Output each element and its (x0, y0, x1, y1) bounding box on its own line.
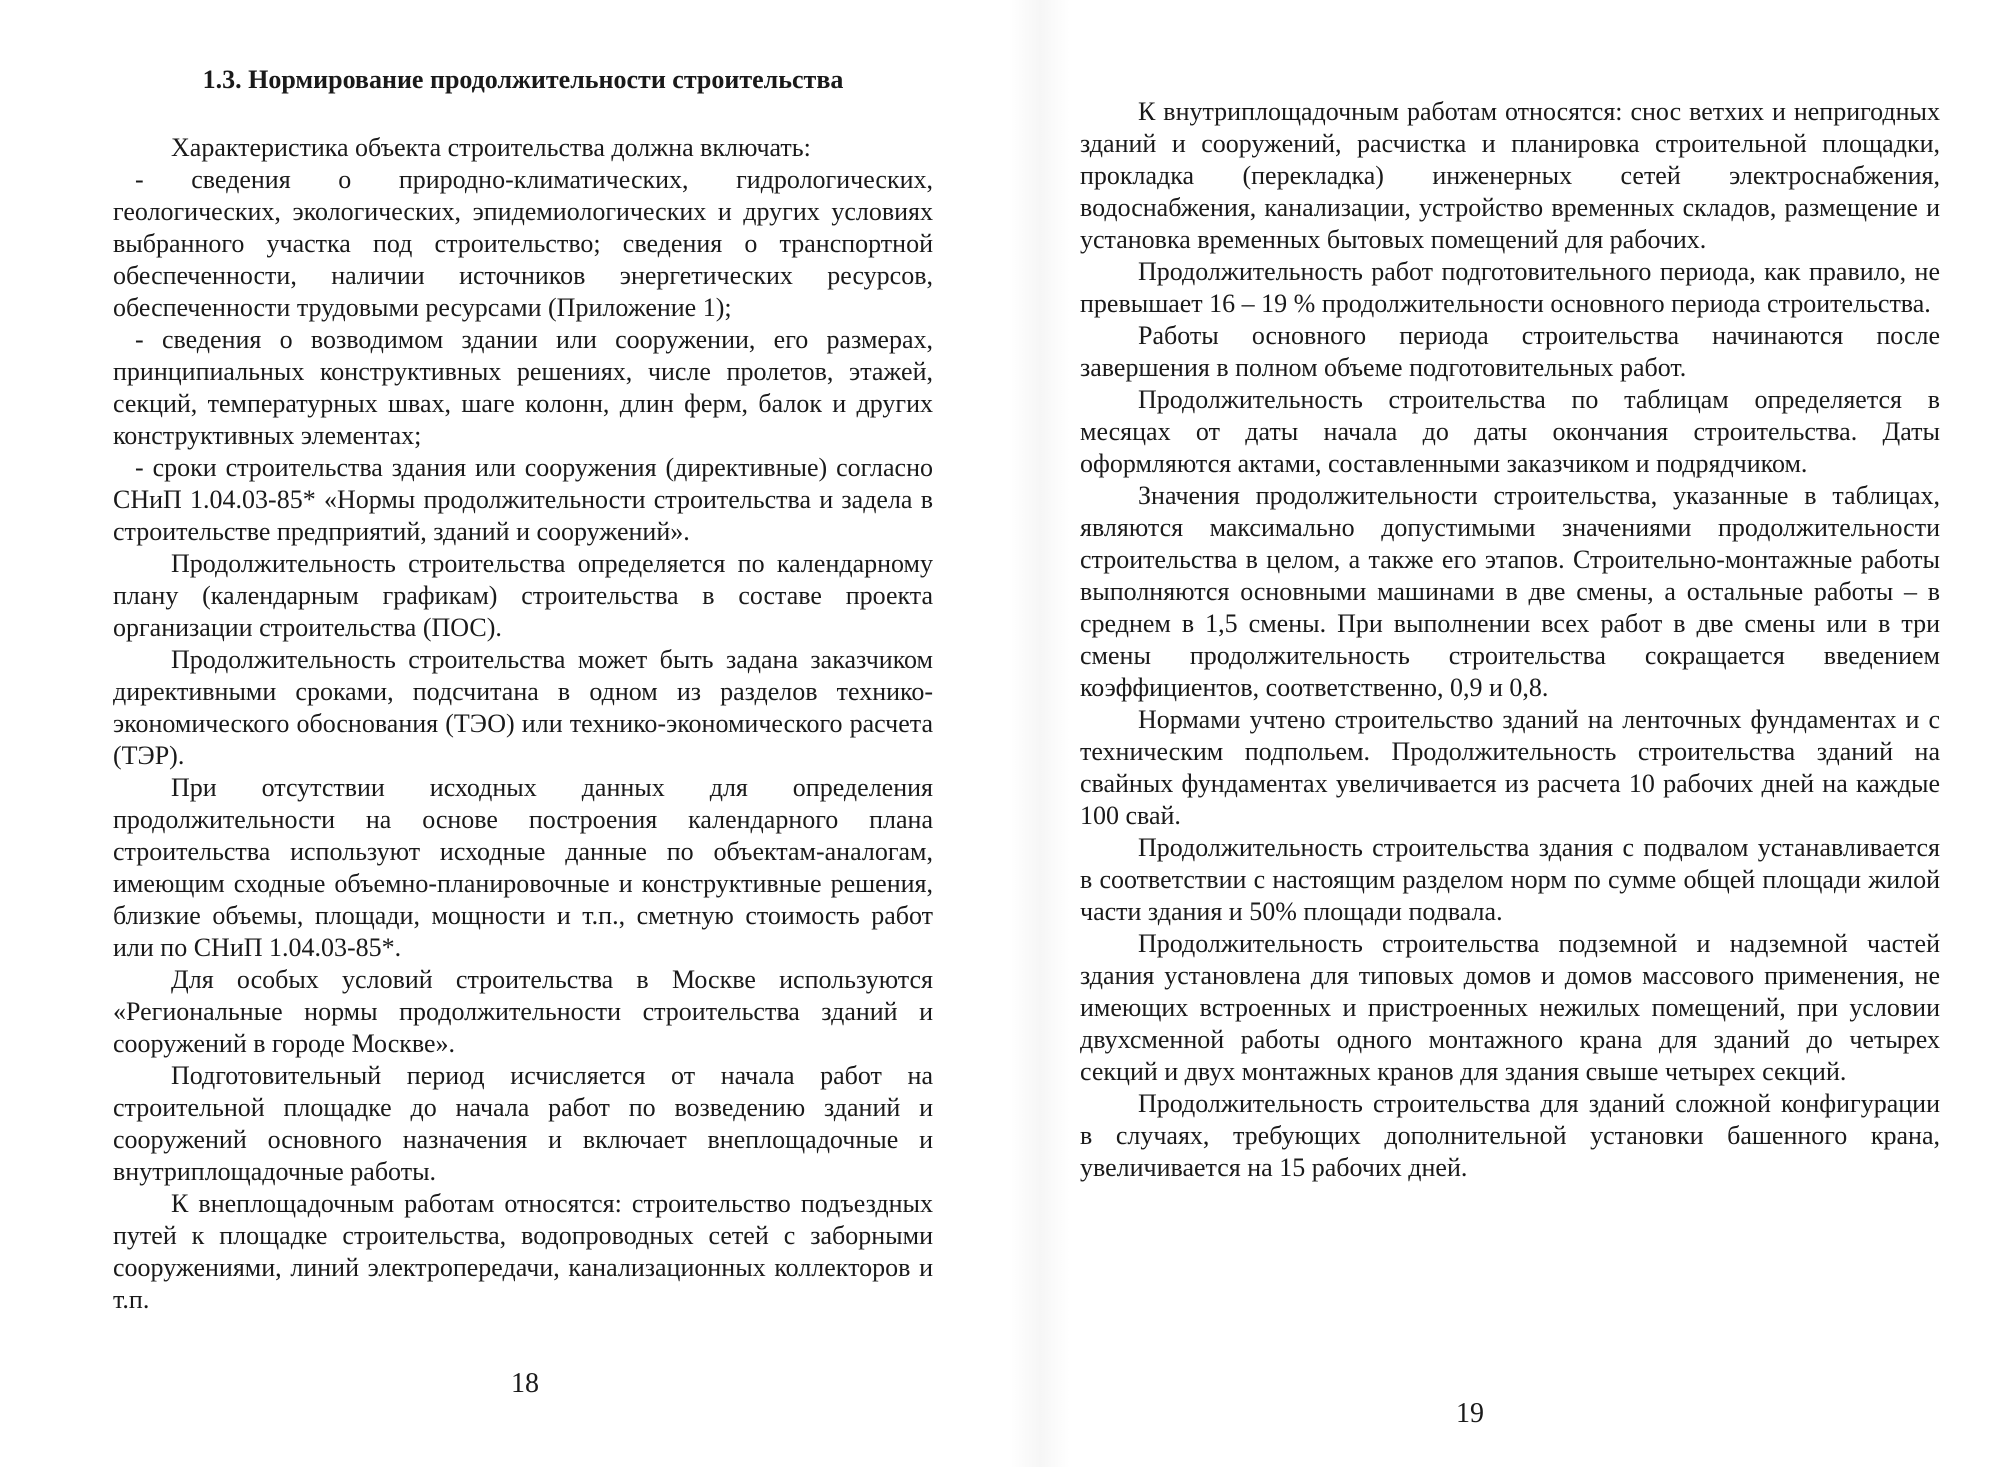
paragraph: Продолжительность строительства определяется по календарному плану (календарным графикам) строительства в составе проекта организации строительства (ПОС). (113, 549, 933, 642)
paragraph: К внеплощадочным работам относятся: строительство подъездных путей к площадке строительства, водопроводных сетей с заборными сооружениями, линий электропередачи, канализационных коллекторов и т.п. (113, 1189, 933, 1314)
list-item: - сроки строительства здания или сооружения (директивные) согласно СНиП 1.04.03-85* «Нормы продолжительности строительства и задела в строительстве предприятий, зданий и сооружений». (113, 453, 933, 546)
right-page-text (1080, 96, 1940, 1184)
left-page-text (113, 64, 933, 1316)
paragraph: Продолжительность строительства для зданий сложной конфигурации в случаях, требующих дополнительной установки башенного крана, увеличивается на 15 рабочих дней. (1080, 1089, 1940, 1182)
paragraph: Нормами учтено строительство зданий на ленточных фундаментах и с техническим подпольем. Продолжительность строительства зданий на свайных фундаментах увеличивается из расчета 10 рабочих дней на каждые 100 свай. (1080, 705, 1940, 830)
page-number: 18 (511, 1368, 539, 1399)
paragraph: Характеристика объекта строительства должна включать: (171, 133, 811, 162)
paragraph: Продолжительность строительства подземной и надземной частей здания установлена для типовых домов и домов массового применения, не имеющих встроенных и пристроенных нежилых помещений, при условии двухсменной работы одного монтажного крана для зданий до четырех секций и двух монтажных кранов для здания свыше четырех секций. (1080, 929, 1940, 1086)
paragraph: Значения продолжительности строительства, указанные в таблицах, являются максимально допустимыми значениями продолжительности строительства в целом, а также его этапов. Строительно-монтажные работы выполняются основными машинами в две смены, а остальные работы – в среднем в 1,5 смены. При выполнении всех работ в две смены или в три смены продолжительность строительства сокращается введением коэффициентов, соответственно, 0,9 и 0,8. (1080, 481, 1940, 702)
section-heading: 1.3. Нормирование продолжительности строительства (202, 65, 844, 94)
paragraph: Продолжительность строительства может быть задана заказчиком директивными сроками, подсчитана в одном из разделов технико-экономического обоснования (ТЭО) или технико-экономического расчета (ТЭР). (113, 645, 933, 770)
paragraph: Для особых условий строительства в Москве используются «Региональные нормы продолжительности строительства зданий и сооружений в городе Москве». (113, 965, 933, 1058)
paragraph: Продолжительность строительства по таблицам определяется в месяцах от даты начала до даты окончания строительства. Даты оформляются актами, составленными заказчиком и подрядчиком. (1080, 385, 1940, 478)
paragraph: Продолжительность работ подготовительного периода, как правило, не превышает 16 – 19 % продолжительности основного периода строительства. (1080, 257, 1940, 318)
right-page (1040, 0, 2000, 1467)
list-item: - сведения о возводимом здании или сооружении, его размерах, принципиальных конструктивных решениях, числе пролетов, этажей, секций, температурных швах, шаге колонн, длин ферм, балок и других конструктивных элементах; (113, 325, 933, 450)
paragraph: При отсутствии исходных данных для определения продолжительности на основе построения календарного плана строительства используют исходные данные по объектам-аналогам, имеющим сходные объемно-планировочные и конструктивные решения, близкие объемы, площади, мощности и т.п., сметную стоимость работ или по СНиП 1.04.03-85*. (113, 773, 933, 962)
paragraph: К внутриплощадочным работам относятся: снос ветхих и непригодных зданий и сооружений, расчистка и планировка строительной площадки, прокладка (перекладка) инженерных сетей электроснабжения, водоснабжения, канализации, устройство временных складов, размещение и установка временных бытовых помещений для рабочих. (1080, 97, 1940, 254)
list-item: - сведения о природно-климатических, гидрологических, геологических, экологических, эпидемиологических и других условиях выбранного участка под строительство; сведения о транспортной обеспеченности, наличии источников энергетических ресурсов, обеспеченности трудовыми ресурсами (Приложение 1); (113, 165, 933, 322)
paragraph: Подготовительный период исчисляется от начала работ на строительной площадке до начала работ по возведению зданий и сооружений основного назначения и включает внеплощадочные и внутриплощадочные работы. (113, 1061, 933, 1186)
page-number: 19 (1456, 1398, 1484, 1429)
paragraph: Продолжительность строительства здания с подвалом устанавливается в соответствии с настоящим разделом норм по сумме общей площади жилой части здания и 50% площади подвала. (1080, 833, 1940, 926)
paragraph: Работы основного периода строительства начинаются после завершения в полном объеме подготовительных работ. (1080, 321, 1940, 382)
